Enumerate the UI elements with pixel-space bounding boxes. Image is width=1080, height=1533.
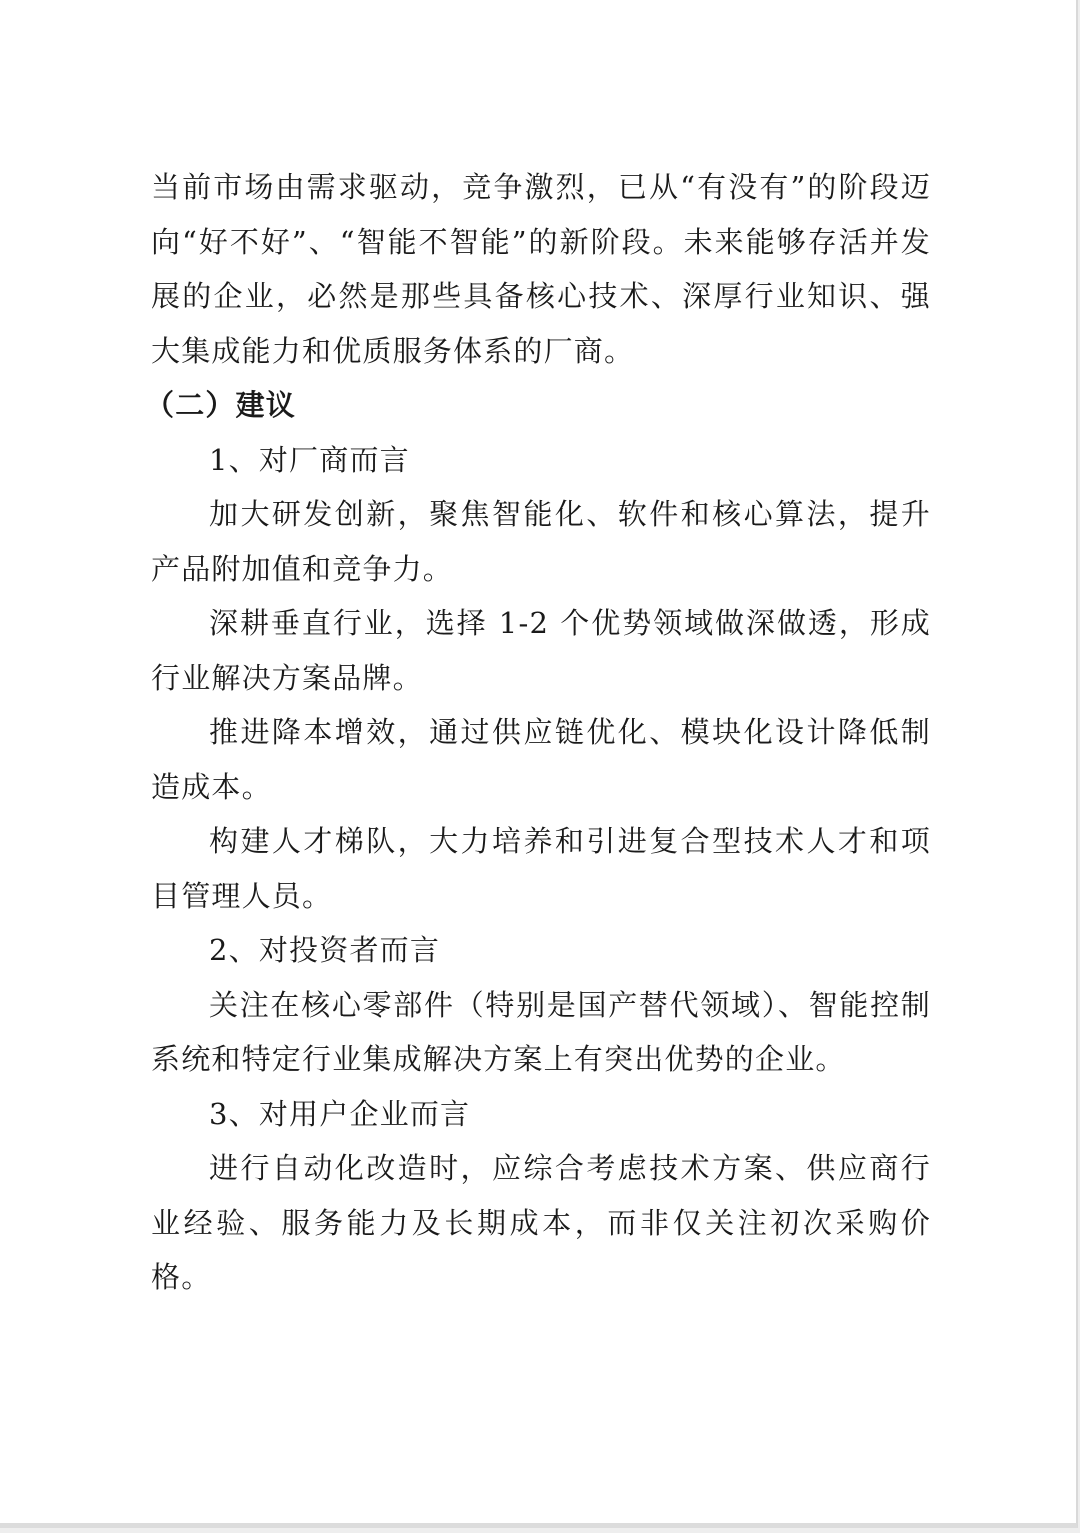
users-paragraph: 进行自动化改造时，应综合考虑技术方案、供应商行业经验、服务能力及长期成本，而非仅关注初次采购价格。 xyxy=(151,1151,931,1294)
document-body xyxy=(145,160,931,1305)
subheading-investors: 2、对投资者而言 xyxy=(209,933,441,967)
section-heading: （二）建议 xyxy=(145,388,297,422)
investors-paragraph: 关注在核心零部件（特别是国产替代领域）、智能控制系统和特定行业集成解决方案上有突出优势的企业。 xyxy=(151,987,931,1076)
vendors-paragraph-rnd: 加大研发创新，聚焦智能化、软件和核心算法，提升产品附加值和竞争力。 xyxy=(151,497,931,586)
vendors-paragraph-vertical: 深耕垂直行业，选择 1-2 个优势领域做深做透，形成行业解决方案品牌。 xyxy=(151,606,931,695)
subheading-vendors: 1、对厂商而言 xyxy=(209,442,410,477)
vendors-paragraph-cost: 推进降本增效，通过供应链优化、模块化设计降低制造成本。 xyxy=(151,715,931,804)
vendors-paragraph-talent: 构建人才梯队，大力培养和引进复合型技术人才和项目管理人员。 xyxy=(151,824,931,913)
intro-paragraph: 当前市场由需求驱动，竞争激烈，已从“有没有”的阶段迈向“好不好”、“智能不智能”的新阶段。未来能够存活并发展的企业，必然是那些具备核心技术、深厚行业知识、强大集成能力和优质服务体系的厂商。 xyxy=(151,170,931,368)
subheading-users: 3、对用户企业而言 xyxy=(209,1096,471,1131)
